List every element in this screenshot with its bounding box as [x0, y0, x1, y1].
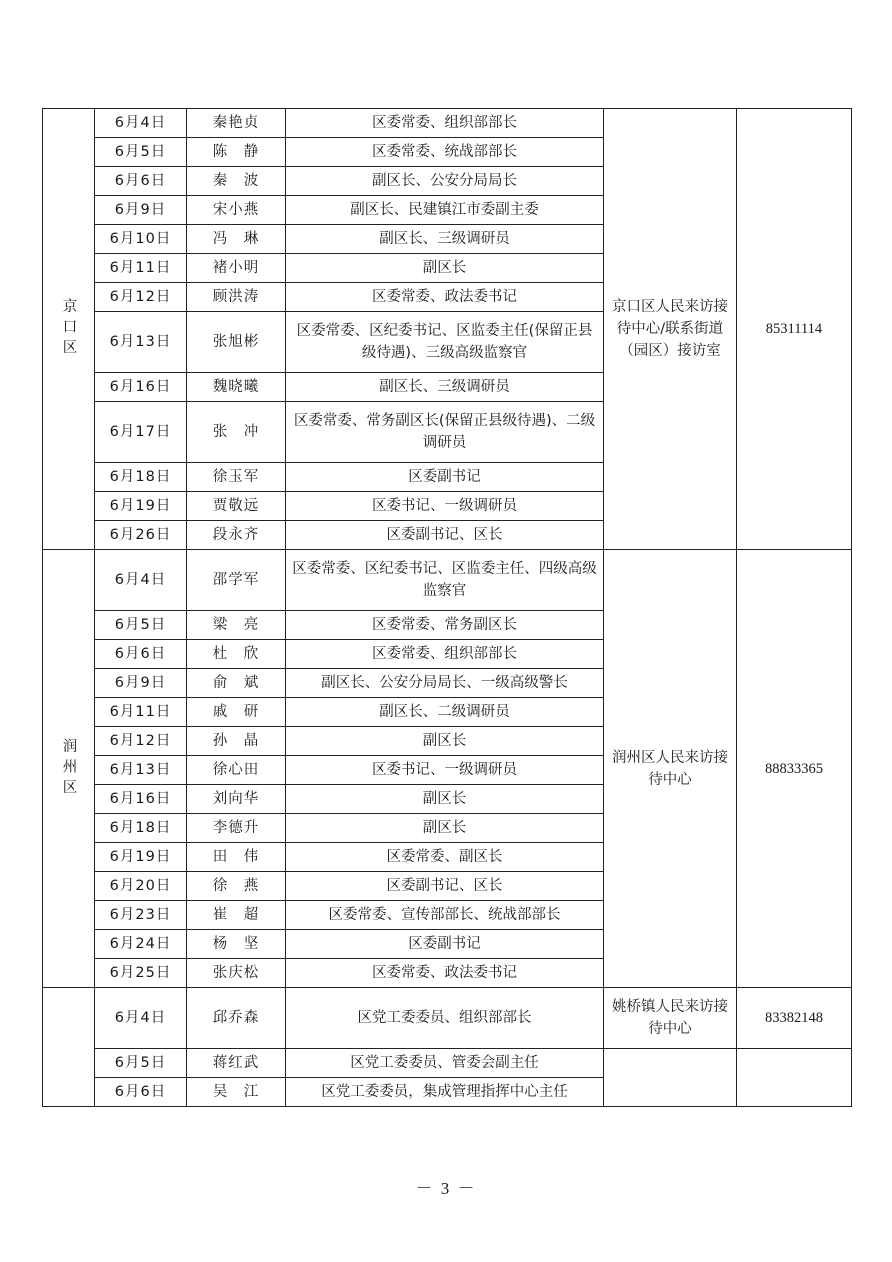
leader-name-cell: 张 冲 [187, 402, 286, 463]
leader-title-cell: 区委副书记 [286, 463, 604, 492]
date-cell: 6月11日 [95, 698, 187, 727]
leader-name-cell: 梁 亮 [187, 611, 286, 640]
date-cell: 6月4日 [95, 109, 187, 138]
page-number: － 3 － [415, 1179, 477, 1198]
leader-title-cell: 区委副书记 [286, 930, 604, 959]
leader-title-cell: 副区长 [286, 814, 604, 843]
date-cell: 6月5日 [95, 138, 187, 167]
leader-name-cell: 杜 欣 [187, 640, 286, 669]
leader-title-cell: 副区长 [286, 727, 604, 756]
leader-name-cell: 蒋红武 [187, 1049, 286, 1078]
leader-title-cell: 区委副书记、区长 [286, 521, 604, 550]
leader-name-cell: 戚 研 [187, 698, 286, 727]
table-row [43, 109, 852, 138]
leader-title-cell: 区委常委、组织部部长 [286, 640, 604, 669]
date-cell: 6月6日 [95, 1078, 187, 1107]
leader-title-cell: 区委常委、副区长 [286, 843, 604, 872]
leader-name-cell: 刘向华 [187, 785, 286, 814]
date-cell: 6月17日 [95, 402, 187, 463]
district-cell: 润州区 [43, 550, 95, 988]
date-cell: 6月9日 [95, 196, 187, 225]
leader-title-cell: 区委书记、一级调研员 [286, 756, 604, 785]
date-cell: 6月24日 [95, 930, 187, 959]
leader-title-cell: 区委常委、政法委书记 [286, 959, 604, 988]
leader-name-cell: 宋小燕 [187, 196, 286, 225]
leader-name-cell: 徐玉军 [187, 463, 286, 492]
leader-title-cell: 区委常委、常务副区长(保留正县级待遇)、二级调研员 [286, 402, 604, 463]
date-cell: 6月20日 [95, 872, 187, 901]
date-cell: 6月11日 [95, 254, 187, 283]
date-cell: 6月12日 [95, 727, 187, 756]
date-cell: 6月6日 [95, 640, 187, 669]
date-cell: 6月18日 [95, 463, 187, 492]
leader-title-cell: 区委常委、政法委书记 [286, 283, 604, 312]
date-cell: 6月19日 [95, 843, 187, 872]
leader-name-cell: 张庆松 [187, 959, 286, 988]
date-cell: 6月4日 [95, 988, 187, 1049]
date-cell: 6月5日 [95, 1049, 187, 1078]
leader-title-cell: 副区长、二级调研员 [286, 698, 604, 727]
leader-name-cell: 贾敬远 [187, 492, 286, 521]
date-cell: 6月5日 [95, 611, 187, 640]
reception-office-cell-empty [604, 1049, 737, 1107]
leader-name-cell: 邱乔森 [187, 988, 286, 1049]
leader-title-cell: 副区长 [286, 785, 604, 814]
leader-name-cell: 冯 琳 [187, 225, 286, 254]
reception-office-cell: 姚桥镇人民来访接待中心 [604, 988, 737, 1049]
reception-office-cell: 润州区人民来访接待中心 [604, 550, 737, 988]
date-cell: 6月23日 [95, 901, 187, 930]
date-cell: 6月13日 [95, 312, 187, 373]
leader-name-cell: 顾洪涛 [187, 283, 286, 312]
leader-title-cell: 区委常委、统战部部长 [286, 138, 604, 167]
date-cell: 6月6日 [95, 167, 187, 196]
leader-title-cell: 区委常委、区纪委书记、区监委主任(保留正县级待遇)、三级高级监察官 [286, 312, 604, 373]
leader-title-cell: 副区长、民建镇江市委副主委 [286, 196, 604, 225]
leader-name-cell: 徐心田 [187, 756, 286, 785]
leader-name-cell: 魏晓曦 [187, 373, 286, 402]
date-cell: 6月25日 [95, 959, 187, 988]
phone-cell-empty [737, 1049, 852, 1107]
leader-name-cell: 崔 超 [187, 901, 286, 930]
phone-cell: 85311114 [737, 109, 852, 550]
leader-title-cell: 副区长、公安分局局长、一级高级警长 [286, 669, 604, 698]
date-cell: 6月16日 [95, 373, 187, 402]
phone-cell: 88833365 [737, 550, 852, 988]
leader-title-cell: 区党工委委员，集成管理指挥中心主任 [286, 1078, 604, 1107]
date-cell: 6月13日 [95, 756, 187, 785]
table-row [43, 988, 852, 1049]
date-cell: 6月26日 [95, 521, 187, 550]
leader-name-cell: 褚小明 [187, 254, 286, 283]
date-cell: 6月12日 [95, 283, 187, 312]
leader-name-cell: 徐 燕 [187, 872, 286, 901]
leader-title-cell: 副区长、三级调研员 [286, 225, 604, 254]
leader-title-cell: 副区长、三级调研员 [286, 373, 604, 402]
reception-office-cell: 京口区人民来访接待中心/联系街道（园区）接访室 [604, 109, 737, 550]
table-row [43, 1049, 852, 1078]
leader-name-cell: 段永齐 [187, 521, 286, 550]
leader-title-cell: 区党工委委员、组织部部长 [286, 988, 604, 1049]
date-cell: 6月10日 [95, 225, 187, 254]
date-cell: 6月9日 [95, 669, 187, 698]
district-cell [43, 988, 95, 1107]
date-cell: 6月16日 [95, 785, 187, 814]
leader-title-cell: 区委常委、组织部部长 [286, 109, 604, 138]
leader-title-cell: 区委常委、常务副区长 [286, 611, 604, 640]
leader-name-cell: 李德升 [187, 814, 286, 843]
leader-title-cell: 副区长、公安分局局长 [286, 167, 604, 196]
leader-title-cell: 区委书记、一级调研员 [286, 492, 604, 521]
leader-name-cell: 陈 静 [187, 138, 286, 167]
district-cell: 京口区 [43, 109, 95, 550]
leader-name-cell: 田 伟 [187, 843, 286, 872]
date-cell: 6月18日 [95, 814, 187, 843]
leader-title-cell: 区党工委委员、管委会副主任 [286, 1049, 604, 1078]
leader-name-cell: 杨 坚 [187, 930, 286, 959]
leader-name-cell: 吴 江 [187, 1078, 286, 1107]
phone-cell: 83382148 [737, 988, 852, 1049]
leader-title-cell: 区委副书记、区长 [286, 872, 604, 901]
date-cell: 6月19日 [95, 492, 187, 521]
leader-name-cell: 孙 晶 [187, 727, 286, 756]
leader-title-cell: 副区长 [286, 254, 604, 283]
leader-title-cell: 区委常委、宣传部部长、统战部部长 [286, 901, 604, 930]
leader-name-cell: 张旭彬 [187, 312, 286, 373]
leader-name-cell: 秦 波 [187, 167, 286, 196]
leader-name-cell: 邵学军 [187, 550, 286, 611]
leader-title-cell: 区委常委、区纪委书记、区监委主任、四级高级监察官 [286, 550, 604, 611]
table-row [43, 550, 852, 611]
reception-schedule-table [42, 108, 852, 1107]
leader-name-cell: 俞 斌 [187, 669, 286, 698]
leader-name-cell: 秦艳贞 [187, 109, 286, 138]
date-cell: 6月4日 [95, 550, 187, 611]
